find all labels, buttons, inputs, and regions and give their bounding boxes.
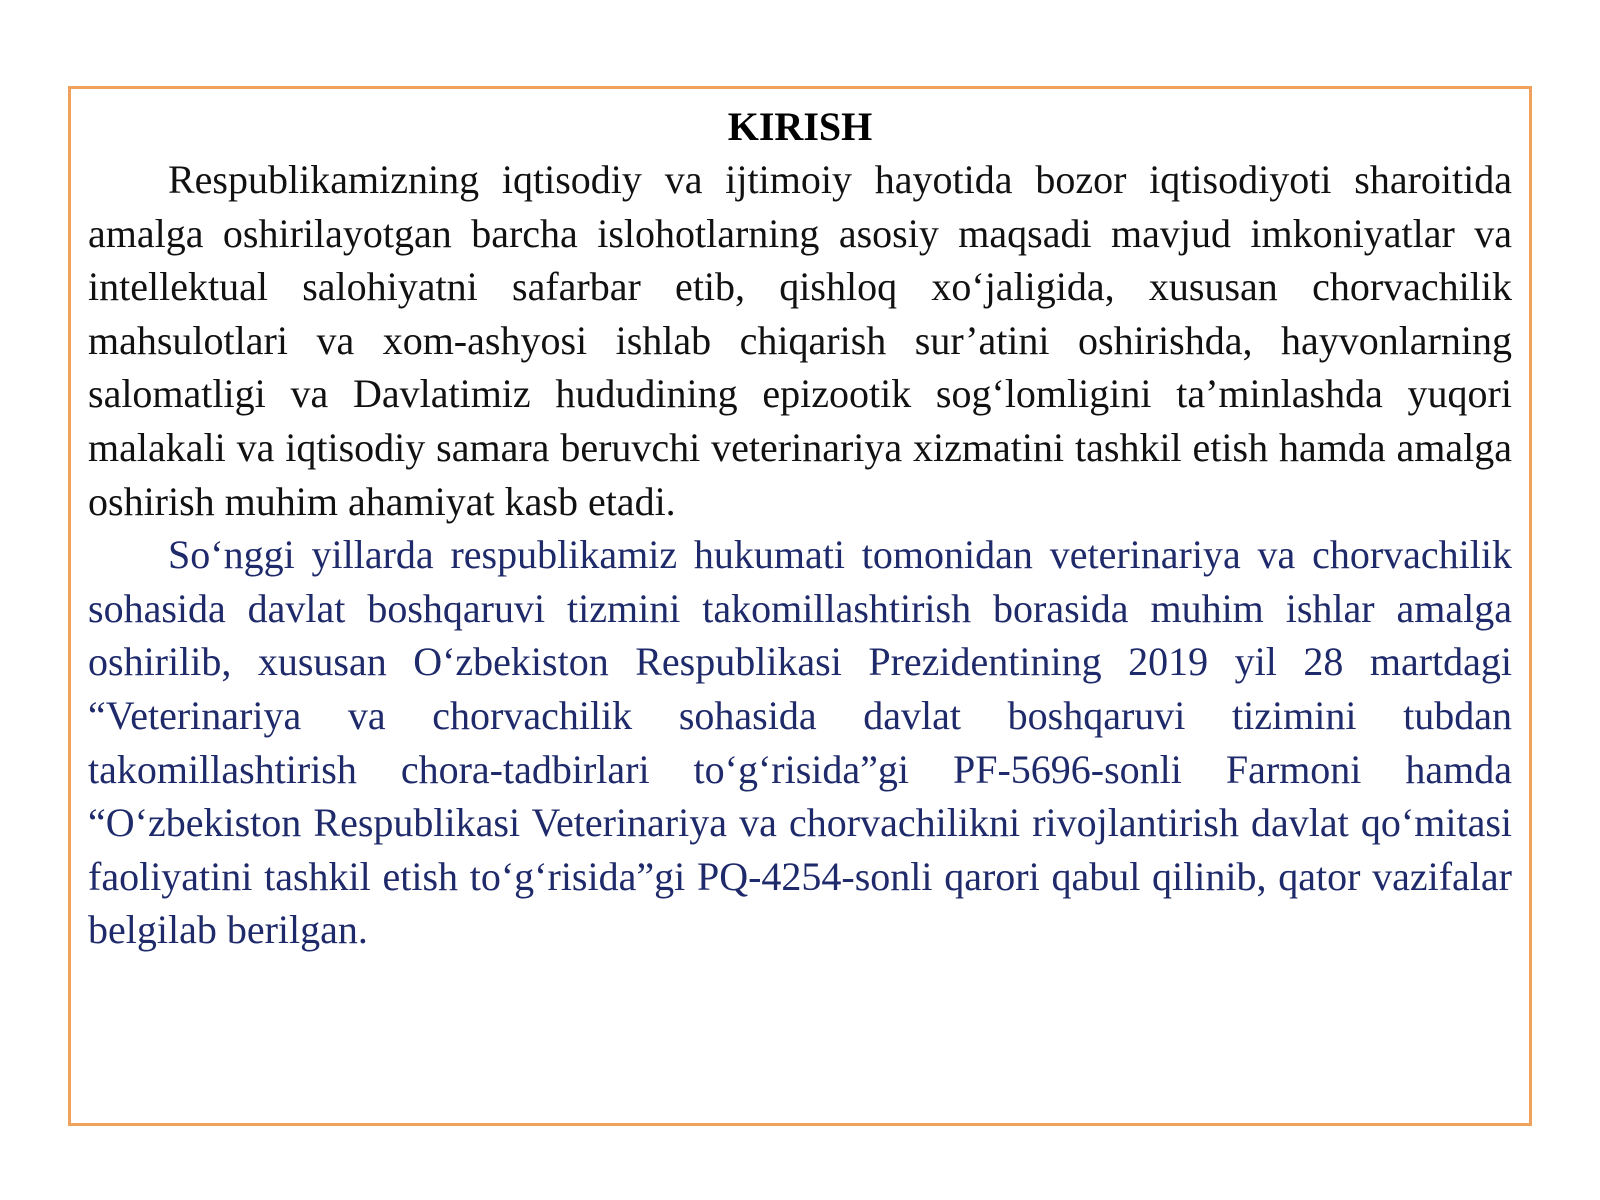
page-title: KIRISH [727, 104, 873, 149]
document-body [88, 101, 1512, 957]
paragraph-legislation: So‘nggi yillarda respublikamiz hukumati tomonidan veterinariya va chorvachilik sohasida davlat boshqaruvi tizmini takomillashtirish borasida muhim ishlar amalga oshirilib, xususan O‘zbekiston Respublikasi Prezidentining 2019 yil 28 martdagi “Veterinariya va chorvachilik sohasida davlat boshqaruvi tizimini tubdan takomillashtirish chora-tadbirlari to‘g‘risida”gi PF-5696-sonli Farmoni hamda “O‘zbekiston Respublikasi Veterinariya va chorvachilikni rivojlantirish davlat qo‘mitasi faoliyatini tashkil etish to‘g‘risida”gi PQ-4254-sonli qarori qabul qilinib, qator vazifalar belgilab berilgan. [88, 532, 1512, 953]
document-frame [68, 86, 1532, 1126]
paragraph-introduction: Respublikamizning iqtisodiy va ijtimoiy hayotida bozor iqtisodiyoti sharoitida amalga oshirilayotgan barcha islohotlarning asosiy maqsadi mavjud imkoniyatlar va intellektual salohiyatni safarbar etib, qishloq xo‘jaligida, xususan chorvachilik mahsulotlari va xom-ashyosi ishlab chiqarish sur’atini oshirishda, hayvonlarning salomatligi va Davlatimiz hududining epizootik sog‘lomligini ta’minlashda yuqori malakali va iqtisodiy samara beruvchi veterinariya xizmatini tashkil etish hamda amalga oshirish muhim ahamiyat kasb etadi. [88, 157, 1512, 524]
